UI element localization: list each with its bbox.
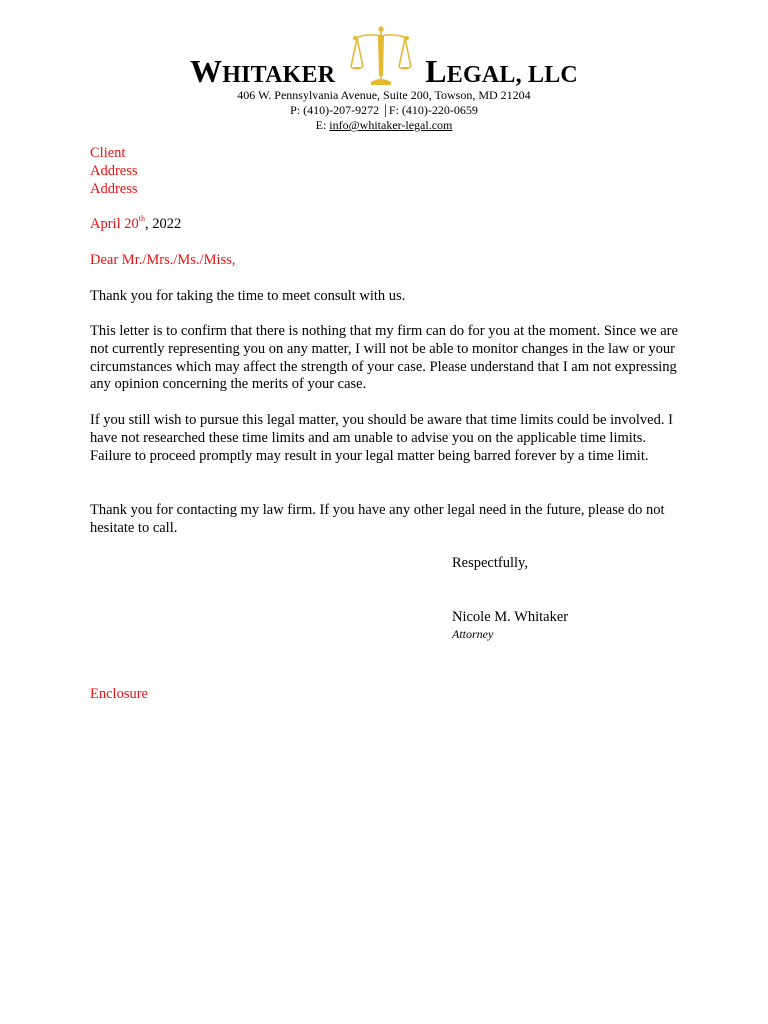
recipient-line-2: Address xyxy=(90,162,138,179)
closing: Respectfully, xyxy=(452,555,528,571)
salutation: Dear Mr./Mrs./Ms./Miss, xyxy=(90,252,236,268)
email-label: E: xyxy=(315,118,327,132)
paragraph-4: Thank you for contacting my law firm. If you have any other legal need in the future, please do not hesitate to call. xyxy=(90,502,665,536)
enclosure-note: Enclosure xyxy=(90,686,148,702)
scales-of-justice-icon xyxy=(349,24,413,88)
letter-date: April 20th, 2022 xyxy=(90,214,182,232)
recipient-block xyxy=(90,145,680,198)
signer-title: Attorney xyxy=(452,627,494,641)
firm-address: 406 W. Pennsylvania Avenue, Suite 200, Towson, MD 21204 xyxy=(237,88,531,102)
firm-name-second: LEGAL, LLC xyxy=(425,53,578,89)
recipient-line-1: Client xyxy=(90,145,126,161)
paragraph-3: If you still wish to pursue this legal matter, you should be aware that time limits could be involved. I have not researched these time limits and am unable to advise you on the applicable time limits. Failure to proceed promptly may result in your legal matter being barred forever by a time limit. xyxy=(90,412,673,464)
firm-email-link[interactable]: info@whitaker-legal.com xyxy=(329,118,453,132)
firm-phone-fax xyxy=(0,103,768,119)
firm-fax: F: (410)-220-0659 xyxy=(388,102,478,117)
contact-separator: | xyxy=(384,102,387,118)
recipient-line-3: Address xyxy=(90,180,138,197)
paragraph-1: Thank you for taking the time to meet consult with us. xyxy=(90,288,406,304)
firm-name xyxy=(0,26,768,88)
firm-phone: P: (410)-207-9272 xyxy=(290,102,380,117)
signer-name: Nicole M. Whitaker xyxy=(452,609,569,625)
paragraph-2: This letter is to confirm that there is nothing that my firm can do for you at the moment. Since we are not currently representing you on any matter, I will not be able to monitor changes in the law or your circumstances which may affect the strength of your case. Please understand that I am not expressing any opinion concerning the merits of your case. xyxy=(90,323,678,393)
letterhead xyxy=(0,26,768,133)
firm-email-line xyxy=(0,118,768,133)
firm-name-first: WHITAKER xyxy=(190,53,336,89)
